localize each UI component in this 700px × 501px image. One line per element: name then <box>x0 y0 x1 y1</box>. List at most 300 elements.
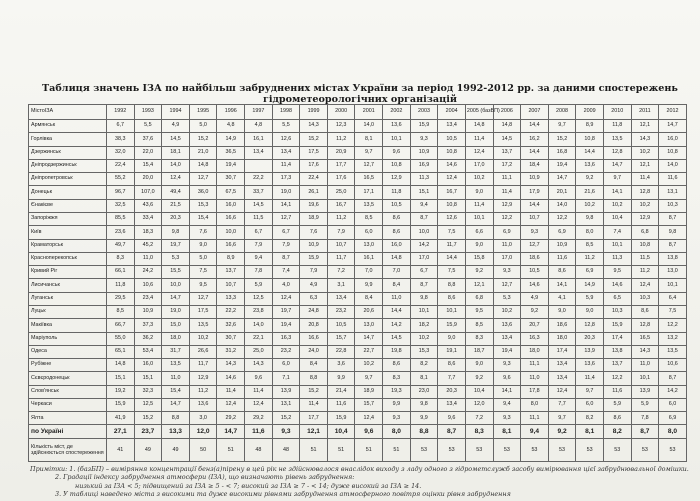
city-name-cell: Сєвєродонецьк <box>29 372 107 385</box>
iza-value-cell: 13,4 <box>438 120 466 133</box>
iza-value-cell: 17,4 <box>548 345 576 358</box>
iza-value-cell: 14,4 <box>521 146 549 159</box>
iza-value-cell: 9,3 <box>493 359 521 372</box>
iza-value-cell: 11,1 <box>521 359 549 372</box>
iza-value-cell: 10,0 <box>217 226 245 239</box>
iza-value-cell: 14,8 <box>383 252 411 265</box>
iza-value-cell: 13,0 <box>355 319 383 332</box>
iza-value-cell: 14,7 <box>603 159 631 172</box>
iza-value-cell: 55,0 <box>107 332 135 345</box>
iza-value-cell: 3,6 <box>327 359 355 372</box>
iza-value-cell: 14,3 <box>631 133 659 146</box>
iza-value-cell: 10,9 <box>410 146 438 159</box>
iza-value-cell: 18,6 <box>548 319 576 332</box>
iza-value-cell: 23,4 <box>134 292 162 305</box>
iza-value-cell: 9,6 <box>438 412 466 425</box>
city-count-cell: 53 <box>548 439 576 462</box>
iza-value-cell: 11,6 <box>603 385 631 398</box>
iza-value-cell: 11,7 <box>189 359 217 372</box>
iza-value-cell: 9,2 <box>576 173 604 186</box>
iza-value-cell: 25,0 <box>327 186 355 199</box>
iza-value-cell: 12,2 <box>493 212 521 225</box>
iza-value-cell: 15,4 <box>134 159 162 172</box>
iza-value-cell: 49,4 <box>162 186 190 199</box>
iza-value-cell: 6,7 <box>107 120 135 133</box>
iza-value-cell: 14,3 <box>631 345 659 358</box>
iza-value-cell: 41,9 <box>107 412 135 425</box>
footnotes <box>30 465 690 498</box>
iza-value-cell: 9,9 <box>355 279 383 292</box>
iza-value-cell: 12,4 <box>465 146 493 159</box>
table-row <box>29 120 687 133</box>
iza-value-cell: 9,4 <box>245 252 273 265</box>
iza-value-cell: 10,1 <box>631 372 659 385</box>
iza-value-cell: 15,5 <box>162 266 190 279</box>
ukraine-average-cell: 27,1 <box>107 425 135 439</box>
iza-value-cell: 17,2 <box>493 159 521 172</box>
iza-value-cell: 9,7 <box>355 146 383 159</box>
city-count-cell: 50 <box>189 439 217 462</box>
iza-value-cell: 14,0 <box>659 159 687 172</box>
iza-value-cell: 29,2 <box>217 412 245 425</box>
city-count-cell: 53 <box>493 439 521 462</box>
iza-value-cell: 5,5 <box>134 120 162 133</box>
iza-value-cell: 31,7 <box>162 345 190 358</box>
iza-value-cell: 10,5 <box>327 319 355 332</box>
iza-value-cell: 9,3 <box>410 133 438 146</box>
iza-value-cell: 12,2 <box>603 372 631 385</box>
iza-value-cell: 11,8 <box>107 279 135 292</box>
iza-value-cell: 14,9 <box>217 133 245 146</box>
iza-value-cell: 19,0 <box>162 305 190 318</box>
iza-value-cell: 7,9 <box>272 239 300 252</box>
iza-value-cell: 9,9 <box>410 412 438 425</box>
iza-value-cell: 8,9 <box>217 252 245 265</box>
iza-value-cell: 20,9 <box>327 146 355 159</box>
iza-value-cell: 13,8 <box>659 252 687 265</box>
iza-value-cell: 12,4 <box>272 292 300 305</box>
iza-value-cell: 11,4 <box>576 372 604 385</box>
header-year-cell: 2001 <box>355 105 383 120</box>
iza-value-cell: 6,8 <box>631 226 659 239</box>
iza-value-cell: 10,1 <box>465 212 493 225</box>
iza-value-cell: 20,0 <box>134 173 162 186</box>
iza-value-cell: 14,1 <box>548 279 576 292</box>
iza-value-cell: 9,6 <box>493 372 521 385</box>
iza-value-cell: 17,6 <box>327 173 355 186</box>
iza-value-cell: 12,7 <box>189 292 217 305</box>
iza-value-cell: 6,0 <box>355 226 383 239</box>
city-name-cell: Кривий Ріг <box>29 266 107 279</box>
iza-value-cell: 8,6 <box>548 266 576 279</box>
iza-value-cell: 13,7 <box>603 359 631 372</box>
iza-value-cell: 6,0 <box>272 359 300 372</box>
table-row <box>29 266 687 279</box>
iza-value-cell: 10,5 <box>521 266 549 279</box>
iza-value-cell: 11,7 <box>327 252 355 265</box>
iza-value-cell: 12,8 <box>631 319 659 332</box>
iza-value-cell: 10,7 <box>521 212 549 225</box>
iza-value-cell: 12,4 <box>355 412 383 425</box>
iza-value-cell: 10,0 <box>162 279 190 292</box>
iza-value-cell: 10,8 <box>383 159 411 172</box>
iza-value-cell: 9,0 <box>438 332 466 345</box>
iza-value-cell: 16,0 <box>659 133 687 146</box>
iza-value-cell: 12,7 <box>272 212 300 225</box>
iza-value-cell: 13,8 <box>603 345 631 358</box>
iza-value-cell: 10,2 <box>410 332 438 345</box>
iza-value-cell: 12,8 <box>603 146 631 159</box>
iza-value-cell: 10,9 <box>548 239 576 252</box>
iza-value-cell: 10,1 <box>383 133 411 146</box>
iza-value-cell: 12,9 <box>493 199 521 212</box>
ukraine-average-cell: 8,7 <box>631 425 659 439</box>
iza-value-cell: 55,2 <box>107 173 135 186</box>
iza-value-cell: 11,0 <box>162 372 190 385</box>
iza-value-cell: 19,0 <box>272 186 300 199</box>
iza-value-cell <box>245 159 273 172</box>
iza-value-cell: 32,6 <box>217 319 245 332</box>
iza-value-cell: 9,8 <box>162 226 190 239</box>
iza-value-cell: 37,3 <box>134 319 162 332</box>
iza-value-cell: 13,1 <box>659 186 687 199</box>
iza-value-cell: 21,0 <box>189 146 217 159</box>
iza-value-cell: 11,6 <box>327 398 355 411</box>
iza-value-cell: 5,0 <box>189 120 217 133</box>
ukraine-average-label: по Україні <box>29 425 107 439</box>
iza-value-cell: 10,3 <box>631 292 659 305</box>
city-name-cell: Армянськ <box>29 120 107 133</box>
iza-value-cell: 16,5 <box>631 332 659 345</box>
iza-value-cell: 15,9 <box>410 120 438 133</box>
iza-value-cell: 7,4 <box>272 266 300 279</box>
iza-value-cell: 13,4 <box>245 146 273 159</box>
iza-value-cell: 14,8 <box>465 120 493 133</box>
table-row <box>29 199 687 212</box>
iza-value-cell: 16,0 <box>134 359 162 372</box>
header-year-cell: 2004 <box>438 105 466 120</box>
iza-value-cell: 15,2 <box>300 385 328 398</box>
iza-value-cell: 16,0 <box>217 199 245 212</box>
ukraine-average-cell: 8,7 <box>438 425 466 439</box>
iza-value-cell: 9,0 <box>465 239 493 252</box>
iza-value-cell: 14,1 <box>493 385 521 398</box>
iza-value-cell: 10,2 <box>631 146 659 159</box>
iza-value-cell: 9,7 <box>548 412 576 425</box>
iza-value-cell: 17,0 <box>493 252 521 265</box>
iza-value-cell: 18,2 <box>410 319 438 332</box>
iza-value-cell: 13,1 <box>272 398 300 411</box>
iza-value-cell: 5,0 <box>189 252 217 265</box>
iza-value-cell: 10,6 <box>134 279 162 292</box>
iza-value-cell: 15,7 <box>327 332 355 345</box>
iza-value-cell: 17,0 <box>410 252 438 265</box>
iza-value-cell: 19,4 <box>493 345 521 358</box>
title-line-2: гідрометеорологічних організацій <box>263 94 457 105</box>
iza-value-cell: 7,6 <box>300 226 328 239</box>
iza-value-cell: 4,9 <box>521 292 549 305</box>
ukraine-average-cell: 9,3 <box>272 425 300 439</box>
iza-value-cell: 15,1 <box>410 186 438 199</box>
iza-value-cell: 12,1 <box>631 120 659 133</box>
iza-value-cell: 12,1 <box>631 159 659 172</box>
iza-value-cell: 15,8 <box>465 252 493 265</box>
city-name-cell: Донецьк <box>29 186 107 199</box>
iza-value-cell: 16,0 <box>383 239 411 252</box>
iza-value-cell: 32,3 <box>134 385 162 398</box>
iza-value-cell: 5,9 <box>603 398 631 411</box>
iza-value-cell: 8,6 <box>438 292 466 305</box>
iza-value-cell: 13,5 <box>603 133 631 146</box>
city-count-cell: 53 <box>631 439 659 462</box>
table-row <box>29 332 687 345</box>
city-name-cell: Макіївка <box>29 319 107 332</box>
iza-value-cell: 14,3 <box>245 359 273 372</box>
iza-value-cell: 11,4 <box>631 173 659 186</box>
table-row <box>29 345 687 358</box>
iza-value-cell: 20,7 <box>521 319 549 332</box>
iza-value-cell: 14,7 <box>355 332 383 345</box>
header-year-cell: 2009 <box>576 105 604 120</box>
iza-value-cell: 8,7 <box>410 212 438 225</box>
iza-value-cell: 23,2 <box>272 345 300 358</box>
iza-value-cell: 45,2 <box>134 239 162 252</box>
iza-value-cell: 16,6 <box>217 239 245 252</box>
iza-value-cell: 9,4 <box>493 398 521 411</box>
iza-value-cell: 20,8 <box>300 319 328 332</box>
iza-value-cell: 5,3 <box>162 252 190 265</box>
iza-value-cell: 15,2 <box>189 133 217 146</box>
ukraine-average-cell: 23,7 <box>134 425 162 439</box>
iza-value-cell: 14,6 <box>217 372 245 385</box>
iza-value-cell: 7,5 <box>659 305 687 318</box>
city-count-cell: 53 <box>410 439 438 462</box>
iza-value-cell: 6,5 <box>603 292 631 305</box>
iza-value-cell: 20,3 <box>438 385 466 398</box>
header-year-cell: 1998 <box>272 105 300 120</box>
iza-value-cell: 8,7 <box>659 212 687 225</box>
iza-value-cell: 12,7 <box>521 239 549 252</box>
city-count-cell: 53 <box>576 439 604 462</box>
table-row <box>29 186 687 199</box>
iza-value-cell: 30,7 <box>217 173 245 186</box>
iza-value-cell: 7,5 <box>189 266 217 279</box>
iza-value-cell: 12,4 <box>548 385 576 398</box>
ukraine-average-cell: 8,1 <box>576 425 604 439</box>
iza-value-cell: 13,6 <box>576 159 604 172</box>
iza-value-cell: 15,9 <box>107 398 135 411</box>
iza-value-cell: 7,9 <box>327 226 355 239</box>
city-name-cell: Одеса <box>29 345 107 358</box>
city-name-cell: Ялта <box>29 412 107 425</box>
iza-value-cell: 96,7 <box>107 186 135 199</box>
iza-value-cell: 8,4 <box>355 292 383 305</box>
city-name-cell: Горлівка <box>29 133 107 146</box>
iza-value-cell: 7,8 <box>631 412 659 425</box>
iza-value-cell: 20,3 <box>576 332 604 345</box>
iza-value-cell: 4,9 <box>300 279 328 292</box>
iza-value-cell: 17,1 <box>355 186 383 199</box>
footnote-2: 2. Градації індексу забруднення атмосфери (ІЗА), що визначають рівень забруднення: <box>55 473 355 482</box>
iza-value-cell: 17,5 <box>300 146 328 159</box>
iza-value-cell: 8,4 <box>383 279 411 292</box>
iza-value-cell: 13,4 <box>438 398 466 411</box>
table-row <box>29 159 687 172</box>
iza-value-cell: 6,7 <box>245 226 273 239</box>
iza-value-cell: 11,7 <box>438 239 466 252</box>
iza-value-cell: 11,4 <box>465 199 493 212</box>
iza-value-cell: 11,4 <box>300 398 328 411</box>
iza-value-cell: 36,2 <box>134 332 162 345</box>
iza-value-cell: 14,6 <box>521 279 549 292</box>
iza-value-cell: 10,3 <box>603 305 631 318</box>
iza-value-cell: 4,1 <box>548 292 576 305</box>
iza-value-cell: 12,9 <box>631 212 659 225</box>
table-row <box>29 133 687 146</box>
iza-value-cell: 19,4 <box>548 159 576 172</box>
iza-value-cell: 22,4 <box>300 173 328 186</box>
city-count-label: Кількість міст, де здійснюється спостереження <box>29 439 107 462</box>
iza-value-cell: 14,4 <box>438 252 466 265</box>
table-row <box>29 173 687 186</box>
iza-value-cell: 12,7 <box>189 173 217 186</box>
header-year-cell: 1996 <box>217 105 245 120</box>
iza-value-cell: 7,8 <box>245 266 273 279</box>
iza-value-cell: 11,5 <box>631 252 659 265</box>
iza-value-cell: 9,6 <box>383 146 411 159</box>
table-row <box>29 372 687 385</box>
iza-value-cell: 13,5 <box>189 319 217 332</box>
iza-value-cell: 23,8 <box>245 305 273 318</box>
iza-value-cell: 24,0 <box>300 345 328 358</box>
iza-value-cell: 12,2 <box>659 319 687 332</box>
iza-value-cell: 20,3 <box>162 212 190 225</box>
iza-value-cell: 14,9 <box>576 279 604 292</box>
iza-value-cell: 11,0 <box>521 372 549 385</box>
iza-value-cell: 33,4 <box>134 212 162 225</box>
iza-value-cell: 6,9 <box>659 412 687 425</box>
iza-value-cell: 10,1 <box>603 239 631 252</box>
iza-value-cell: 10,9 <box>521 173 549 186</box>
iza-value-cell: 21,4 <box>327 385 355 398</box>
iza-value-cell: 19,6 <box>300 199 328 212</box>
iza-value-cell: 15,9 <box>300 252 328 265</box>
iza-value-cell: 11,3 <box>410 173 438 186</box>
iza-value-cell: 25,0 <box>245 345 273 358</box>
iza-value-cell: 12,2 <box>548 212 576 225</box>
iza-value-cell: 11,0 <box>134 252 162 265</box>
city-count-cell: 49 <box>134 439 162 462</box>
iza-value-cell: 8,9 <box>576 120 604 133</box>
iza-value-cell: 17,7 <box>327 159 355 172</box>
iza-value-cell: 11,4 <box>465 133 493 146</box>
iza-value-cell: 10,9 <box>300 239 328 252</box>
iza-value-cell: 10,2 <box>465 173 493 186</box>
iza-value-cell: 5,9 <box>245 279 273 292</box>
iza-value-cell: 8,4 <box>300 359 328 372</box>
header-year-cell: 1999 <box>300 105 328 120</box>
iza-value-cell: 15,9 <box>603 319 631 332</box>
iza-value-cell: 5,9 <box>576 292 604 305</box>
iza-value-cell: 9,0 <box>465 186 493 199</box>
iza-value-cell: 26,6 <box>189 345 217 358</box>
iza-value-cell: 66,7 <box>107 319 135 332</box>
iza-value-cell: 14,5 <box>162 133 190 146</box>
iza-value-cell: 17,3 <box>272 173 300 186</box>
iza-value-cell: 8,2 <box>410 359 438 372</box>
iza-value-cell: 14,6 <box>438 159 466 172</box>
iza-value-cell: 12,8 <box>631 186 659 199</box>
iza-value-cell: 10,8 <box>438 199 466 212</box>
header-year-cell: 2000 <box>327 105 355 120</box>
iza-value-cell: 15,2 <box>134 412 162 425</box>
iza-value-cell: 12,5 <box>245 292 273 305</box>
header-year-cell: 2012 <box>659 105 687 120</box>
iza-value-cell: 13,9 <box>576 345 604 358</box>
iza-value-cell: 8,6 <box>383 359 411 372</box>
iza-value-cell: 15,2 <box>272 412 300 425</box>
iza-value-cell: 8,5 <box>355 212 383 225</box>
iza-value-cell: 13,5 <box>659 345 687 358</box>
ukraine-average-cell: 8,2 <box>603 425 631 439</box>
iza-value-cell: 19,7 <box>272 305 300 318</box>
iza-value-cell: 12,4 <box>631 279 659 292</box>
city-count-cell: 53 <box>465 439 493 462</box>
iza-value-cell: 17,4 <box>603 332 631 345</box>
iza-value-cell: 14,8 <box>189 159 217 172</box>
iza-value-cell: 9,6 <box>245 372 273 385</box>
iza-value-cell: 6,3 <box>300 292 328 305</box>
iza-value-cell: 23,6 <box>107 226 135 239</box>
iza-value-cell: 4,8 <box>217 120 245 133</box>
iza-value-cell: 10,8 <box>438 146 466 159</box>
header-year-cell: 2011 <box>631 105 659 120</box>
iza-value-cell: 13,4 <box>327 292 355 305</box>
iza-value-cell: 12,3 <box>327 120 355 133</box>
iza-value-cell: 13,7 <box>493 146 521 159</box>
iza-value-cell: 11,8 <box>603 120 631 133</box>
city-count-row <box>29 439 687 462</box>
iza-value-cell: 14,5 <box>383 332 411 345</box>
iza-value-cell: 14,7 <box>548 173 576 186</box>
iza-value-cell: 5,3 <box>493 292 521 305</box>
ukraine-average-cell: 9,2 <box>548 425 576 439</box>
iza-value-cell: 67,5 <box>217 186 245 199</box>
iza-value-cell: 16,6 <box>300 332 328 345</box>
city-count-cell: 53 <box>521 439 549 462</box>
iza-value-cell: 11,6 <box>659 173 687 186</box>
city-count-cell: 53 <box>659 439 687 462</box>
table-row <box>29 398 687 411</box>
iza-value-cell: 13,9 <box>272 385 300 398</box>
iza-value-cell: 20,1 <box>548 186 576 199</box>
city-count-cell: 51 <box>355 439 383 462</box>
iza-value-cell: 11,0 <box>383 292 411 305</box>
iza-value-cell: 8,5 <box>107 305 135 318</box>
iza-value-cell: 9,3 <box>521 226 549 239</box>
iza-value-cell: 11,1 <box>493 173 521 186</box>
iza-value-cell: 9,9 <box>327 372 355 385</box>
city-name-cell: Дніпродзержинськ <box>29 159 107 172</box>
iza-value-cell: 13,6 <box>493 319 521 332</box>
city-count-cell: 48 <box>245 439 273 462</box>
iza-value-cell: 8,7 <box>272 252 300 265</box>
iza-value-cell: 36,5 <box>217 146 245 159</box>
iza-value-cell: 9,3 <box>493 412 521 425</box>
iza-value-cell: 8,1 <box>410 372 438 385</box>
iza-value-cell: 14,3 <box>300 120 328 133</box>
iza-value-cell: 22,4 <box>107 159 135 172</box>
